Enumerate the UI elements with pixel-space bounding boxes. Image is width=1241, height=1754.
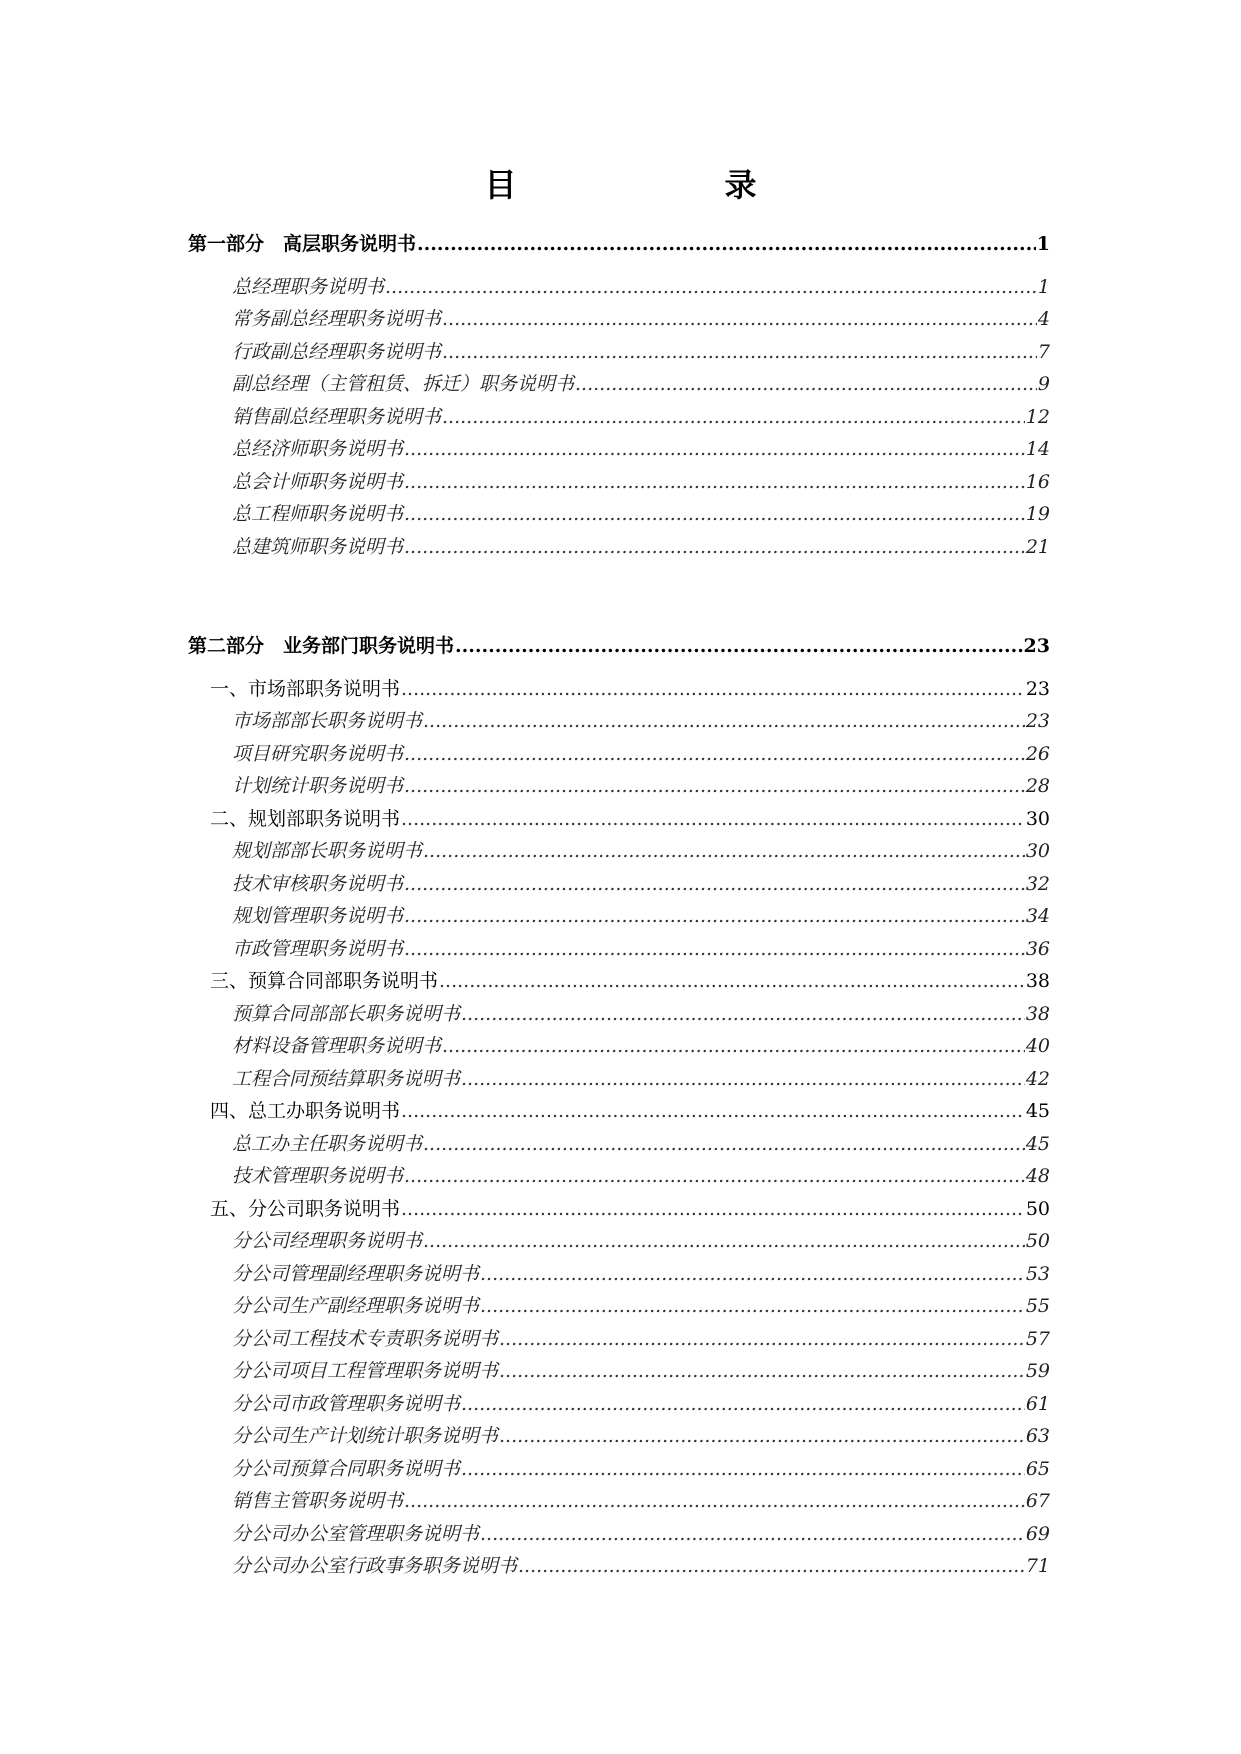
toc-department-entry[interactable]	[188, 965, 1050, 998]
toc-entry-label: 市政管理职务说明书	[232, 937, 404, 960]
toc-item-entry[interactable]	[188, 1518, 1050, 1551]
toc-entry-label: 一、市场部职务说明书	[210, 677, 401, 700]
toc-item-entry[interactable]	[188, 1355, 1050, 1388]
toc-entry-label: 分公司经理职务说明书	[232, 1230, 423, 1252]
toc-page-number: 65	[1025, 1457, 1050, 1480]
toc-entry-label: 总会计师职务说明书	[232, 470, 404, 493]
dot-leader	[518, 1550, 1025, 1583]
toc-page-number: 28	[1025, 775, 1050, 797]
toc-page-number: 23	[1025, 677, 1050, 700]
toc-page-number: 12	[1025, 405, 1050, 428]
toc-page-number: 1	[1037, 275, 1050, 298]
dot-leader	[480, 1518, 1025, 1551]
toc-item-entry[interactable]	[188, 271, 1050, 304]
toc-entry-label: 行政副总经理职务说明书	[232, 340, 442, 363]
dot-leader	[455, 630, 1023, 663]
toc-page-number: 30	[1025, 807, 1050, 830]
dot-leader	[461, 998, 1025, 1031]
toc-item-entry[interactable]	[188, 303, 1050, 336]
dot-leader	[439, 965, 1025, 998]
toc-page-number: 59	[1025, 1360, 1050, 1382]
toc-entry-label: 总经济师职务说明书	[232, 438, 404, 460]
toc-item-entry[interactable]	[188, 1063, 1050, 1096]
toc-item-entry[interactable]	[188, 705, 1050, 738]
toc-entry-label: 分公司工程技术专责职务说明书	[232, 1327, 499, 1350]
toc-item-entry[interactable]	[188, 531, 1050, 564]
dot-leader	[461, 1453, 1025, 1486]
toc-entry-label: 总工办主任职务说明书	[232, 1132, 423, 1155]
toc-entry-label: 四、总工办职务说明书	[210, 1100, 401, 1122]
toc-page-number: 14	[1025, 438, 1050, 460]
toc-entry-label: 工程合同预结算职务说明书	[232, 1067, 461, 1090]
page-title: 目 录	[484, 166, 805, 204]
dot-leader	[404, 1160, 1025, 1193]
dot-leader	[404, 770, 1025, 803]
toc-page-number: 38	[1025, 1002, 1050, 1025]
toc-item-entry[interactable]	[188, 770, 1050, 803]
dot-leader	[442, 336, 1037, 369]
toc-page-number: 7	[1037, 340, 1050, 363]
dot-leader	[423, 835, 1025, 868]
toc-page-number: 38	[1025, 970, 1050, 992]
toc-item-entry[interactable]	[188, 1160, 1050, 1193]
toc-entry-label: 技术审核职务说明书	[232, 872, 404, 895]
dot-leader	[499, 1420, 1025, 1453]
toc-item-entry[interactable]	[188, 1485, 1050, 1518]
toc-entry-label: 预算合同部部长职务说明书	[232, 1002, 461, 1025]
toc-entry-label: 材料设备管理职务说明书	[232, 1035, 442, 1057]
toc-department-entry[interactable]	[188, 1095, 1050, 1128]
toc-entry-label: 规划部部长职务说明书	[232, 840, 423, 862]
toc-entry-label: 第二部分 业务部门职务说明书	[188, 635, 455, 657]
toc-page-number: 4	[1037, 308, 1050, 330]
toc-item-entry[interactable]	[188, 433, 1050, 466]
toc-entry-label: 三、预算合同部职务说明书	[210, 970, 439, 992]
toc-entry-label: 市场部部长职务说明书	[232, 710, 423, 732]
toc-page-number: 36	[1025, 937, 1050, 960]
toc-page-number: 23	[1025, 710, 1050, 732]
toc-entry-label: 分公司项目工程管理职务说明书	[232, 1360, 499, 1382]
dot-leader	[461, 1388, 1025, 1421]
toc-entry-label: 分公司市政管理职务说明书	[232, 1392, 461, 1415]
toc-page-number: 53	[1025, 1262, 1050, 1285]
dot-leader	[423, 705, 1025, 738]
toc-entry-label: 销售主管职务说明书	[232, 1490, 404, 1512]
toc-entry-label: 规划管理职务说明书	[232, 905, 404, 927]
toc-page-number: 61	[1025, 1392, 1050, 1415]
toc-entry-label: 项目研究职务说明书	[232, 742, 404, 765]
dot-leader	[385, 271, 1037, 304]
toc-part-heading[interactable]	[188, 228, 1050, 261]
dot-leader	[499, 1355, 1025, 1388]
toc-item-entry[interactable]	[188, 900, 1050, 933]
toc-item-entry[interactable]	[188, 466, 1050, 499]
toc-entry-label: 分公司办公室行政事务职务说明书	[232, 1555, 518, 1577]
toc-item-entry[interactable]	[188, 336, 1050, 369]
toc-department-entry[interactable]	[188, 673, 1050, 706]
toc-part-heading[interactable]	[188, 630, 1050, 663]
toc-page-number: 16	[1025, 470, 1050, 493]
toc-page-number: 1	[1036, 233, 1050, 255]
toc-entry-label: 第一部分 高层职务说明书	[188, 233, 417, 255]
toc-entry-label: 总工程师职务说明书	[232, 503, 404, 525]
toc-entry-label: 销售副总经理职务说明书	[232, 405, 442, 428]
toc-item-entry[interactable]	[188, 368, 1050, 401]
dot-leader	[423, 1128, 1025, 1161]
toc-item-entry[interactable]	[188, 498, 1050, 531]
toc-item-entry[interactable]	[188, 1420, 1050, 1453]
toc-entry-label: 分公司生产副经理职务说明书	[232, 1295, 480, 1317]
toc-item-entry[interactable]	[188, 1290, 1050, 1323]
dot-leader	[442, 401, 1025, 434]
toc-page-number: 67	[1025, 1490, 1050, 1512]
toc-page-number: 9	[1037, 373, 1050, 395]
toc-entry-label: 技术管理职务说明书	[232, 1165, 404, 1187]
dot-leader	[401, 1095, 1025, 1128]
toc-page-number: 32	[1025, 872, 1050, 895]
toc-department-entry[interactable]	[188, 803, 1050, 836]
toc-page-number: 45	[1025, 1100, 1050, 1122]
toc-page-number: 63	[1025, 1425, 1050, 1447]
toc-page-number: 57	[1025, 1327, 1050, 1350]
toc-page-number: 50	[1025, 1197, 1050, 1220]
dot-leader	[401, 673, 1025, 706]
dot-leader	[404, 1485, 1025, 1518]
dot-leader	[461, 1063, 1025, 1096]
toc-entry-label: 常务副总经理职务说明书	[232, 308, 442, 330]
dot-leader	[442, 303, 1037, 336]
dot-leader	[499, 1323, 1025, 1356]
dot-leader	[575, 368, 1037, 401]
toc-item-entry[interactable]	[188, 1388, 1050, 1421]
toc-part-1	[188, 228, 1050, 563]
toc-page-number: 23	[1023, 635, 1050, 657]
dot-leader	[404, 900, 1025, 933]
toc-item-entry[interactable]	[188, 868, 1050, 901]
dot-leader	[480, 1290, 1025, 1323]
toc-entry-label: 计划统计职务说明书	[232, 775, 404, 797]
toc-page-number: 48	[1025, 1165, 1050, 1187]
toc-entry-label: 分公司预算合同职务说明书	[232, 1457, 461, 1480]
dot-leader	[417, 228, 1036, 261]
toc-page-number: 45	[1025, 1132, 1050, 1155]
dot-leader	[401, 1193, 1025, 1226]
toc-item-entry[interactable]	[188, 933, 1050, 966]
dot-leader	[404, 433, 1025, 466]
toc-department-entry[interactable]	[188, 1193, 1050, 1226]
toc-page-number: 40	[1025, 1035, 1050, 1057]
toc-item-entry[interactable]	[188, 1128, 1050, 1161]
toc-page-number: 30	[1025, 840, 1050, 862]
toc-item-entry[interactable]	[188, 1453, 1050, 1486]
toc-page-number: 21	[1025, 535, 1050, 558]
toc-item-entry[interactable]	[188, 998, 1050, 1031]
toc-item-entry[interactable]	[188, 1323, 1050, 1356]
toc-entry-label: 二、规划部职务说明书	[210, 807, 401, 830]
dot-leader	[480, 1258, 1025, 1291]
dot-leader	[404, 498, 1025, 531]
toc-item-entry[interactable]	[188, 1030, 1050, 1063]
dot-leader	[401, 803, 1025, 836]
toc-page-number: 19	[1025, 503, 1050, 525]
dot-leader	[404, 933, 1025, 966]
toc-item-entry[interactable]	[188, 401, 1050, 434]
toc-page-number: 55	[1025, 1295, 1050, 1317]
toc-entry-label: 总建筑师职务说明书	[232, 535, 404, 558]
dot-leader	[404, 738, 1025, 771]
toc-entry-label: 副总经理（主管租赁、拆迁）职务说明书	[232, 373, 575, 395]
dot-leader	[404, 466, 1025, 499]
toc-item-entry[interactable]	[188, 1258, 1050, 1291]
toc-item-entry[interactable]	[188, 835, 1050, 868]
toc-page-number: 71	[1025, 1555, 1050, 1577]
toc-item-entry[interactable]	[188, 1225, 1050, 1258]
toc-entry-label: 分公司生产计划统计职务说明书	[232, 1425, 499, 1447]
dot-leader	[442, 1030, 1025, 1063]
toc-page-number: 50	[1025, 1230, 1050, 1252]
toc-part-2	[188, 630, 1050, 1583]
toc-entry-label: 总经理职务说明书	[232, 275, 385, 298]
toc-item-entry[interactable]	[188, 1550, 1050, 1583]
toc-page-number: 26	[1025, 742, 1050, 765]
toc-entry-label: 分公司管理副经理职务说明书	[232, 1262, 480, 1285]
dot-leader	[404, 868, 1025, 901]
toc-item-entry[interactable]	[188, 738, 1050, 771]
toc-page-number: 34	[1025, 905, 1050, 927]
dot-leader	[423, 1225, 1025, 1258]
toc-page-number: 42	[1025, 1067, 1050, 1090]
dot-leader	[404, 531, 1025, 564]
toc-page-number: 69	[1025, 1522, 1050, 1545]
toc-entry-label: 分公司办公室管理职务说明书	[232, 1522, 480, 1545]
toc-entry-label: 五、分公司职务说明书	[210, 1197, 401, 1220]
